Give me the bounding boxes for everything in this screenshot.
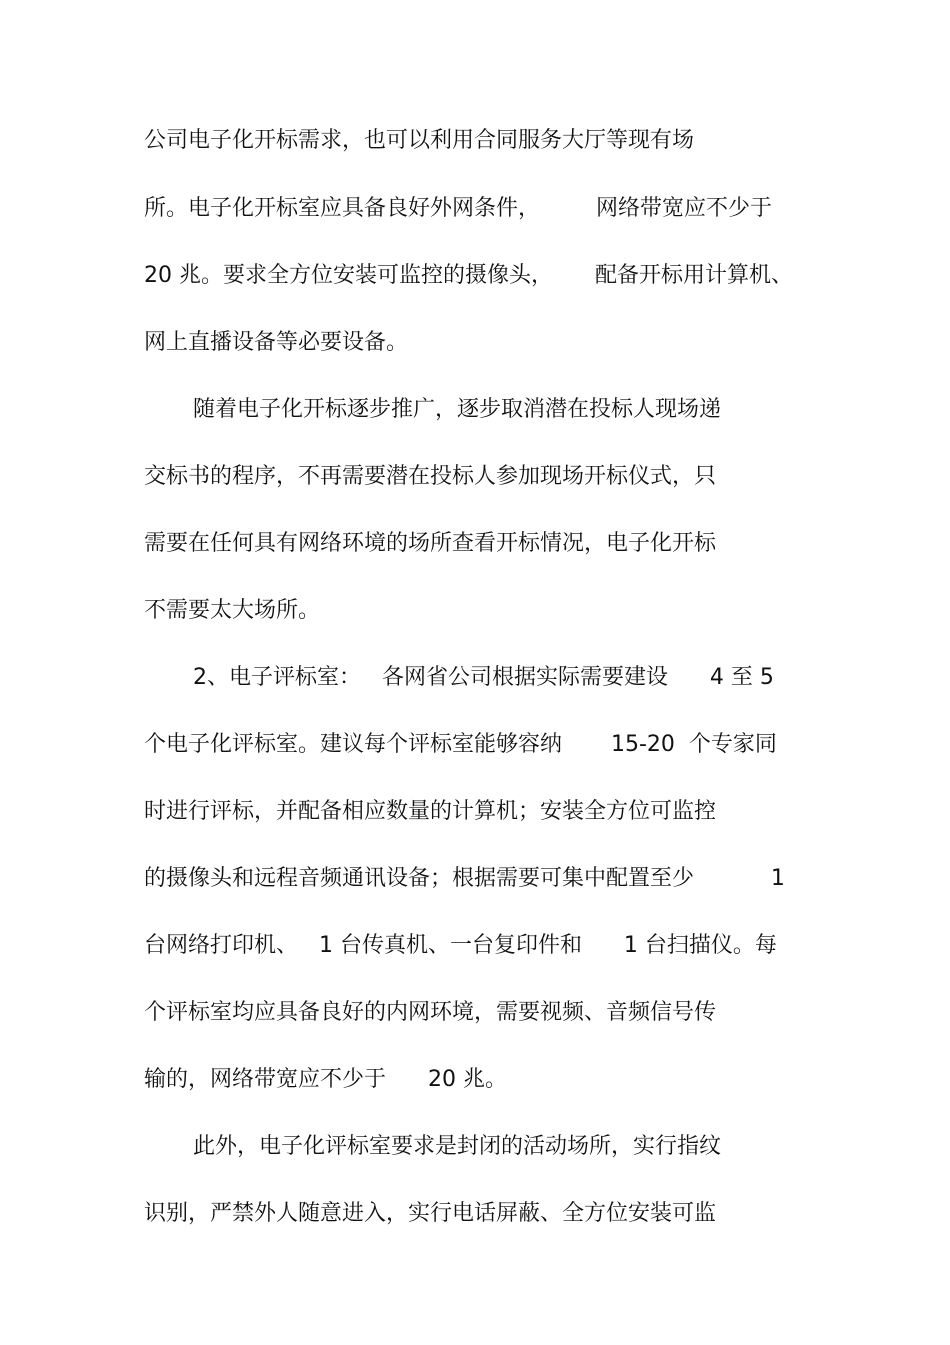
- text-line: 的摄像头和远程音频通讯设备；根据需要可集中配置至少 1: [144, 866, 785, 891]
- paragraph-first-line: 此外，电子化评标室要求是封闭的活动场所，实行指纹: [193, 1134, 722, 1159]
- text-line: 公司电子化开标需求，也可以利用合同服务大厅等现有场: [144, 128, 695, 153]
- text-line: 输的，网络带宽应不少于 20 兆。: [144, 1067, 507, 1092]
- text-line: 需要在任何具有网络环境的场所查看开标情况，电子化开标: [144, 531, 717, 556]
- text-line: 个电子化评标室。建议每个评标室能够容纳 15-20 个专家同: [144, 732, 777, 757]
- text-line: 20 兆。要求全方位安装可监控的摄像头， 配备开标用计算机、: [144, 263, 793, 288]
- text-line: 交标书的程序，不再需要潜在投标人参加现场开标仪式，只: [144, 464, 717, 489]
- text-line: 识别，严禁外人随意进入，实行电话屏蔽、全方位安装可监: [144, 1201, 717, 1226]
- text-line: 个评标室均应具备良好的内网环境，需要视频、音频信号传: [144, 1000, 717, 1025]
- text-line: 所。电子化开标室应具备良好外网条件， 网络带宽应不少于: [144, 196, 772, 221]
- text-line: 网上直播设备等必要设备。: [144, 330, 409, 355]
- text-line: 台网络打印机、 1 台传真机、一台复印件和 1 台扫描仪。每: [144, 933, 777, 958]
- text-line: 不需要太大场所。: [144, 598, 321, 623]
- paragraph-first-line: 随着电子化开标逐步推广，逐步取消潜在投标人现场递: [193, 397, 722, 422]
- text-line: 时进行评标，并配备相应数量的计算机；安装全方位可监控: [144, 799, 717, 824]
- section-heading-line: 2、电子评标室： 各网省公司根据实际需要建设 4 至 5: [193, 665, 774, 690]
